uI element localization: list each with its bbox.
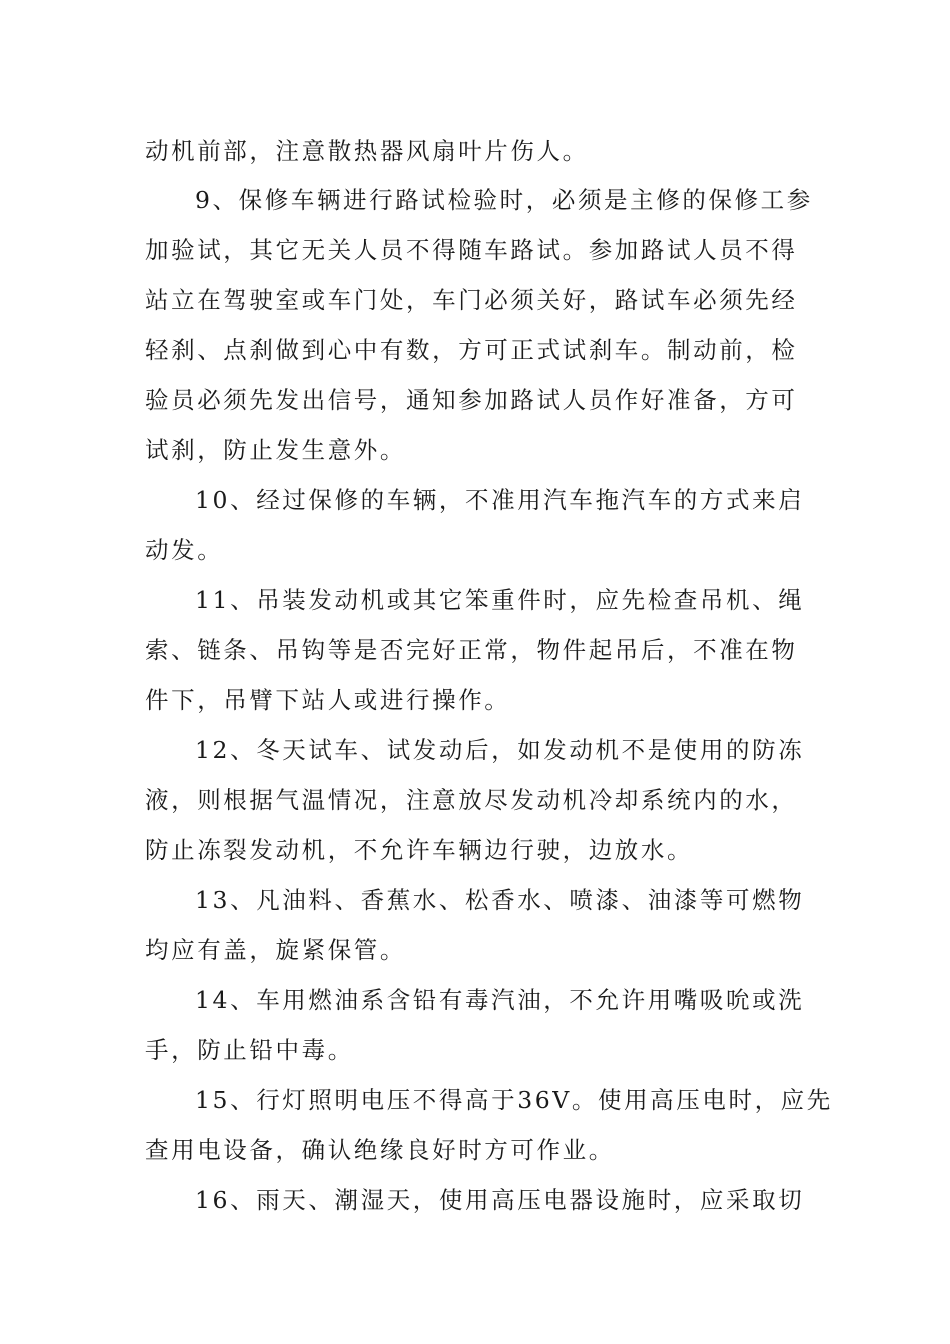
- paragraph-13-start: 13、凡油料、香蕉水、松香水、喷漆、油漆等可燃物: [195, 886, 805, 914]
- paragraph-12-start: 12、冬天试车、试发动后，如发动机不是使用的防冻: [195, 736, 805, 764]
- paragraph-14-start: 14、车用燃油系含铅有毒汽油，不允许用嘴吸吮或洗: [195, 986, 805, 1014]
- text-line: 液，则根据气温情况，注意放尽发动机冷却系统内的水，: [145, 786, 798, 814]
- text-line: 轻刹、点刹做到心中有数，方可正式试刹车。制动前，检: [145, 336, 798, 364]
- text-line: 防止冻裂发动机，不允许车辆边行驶，边放水。: [145, 836, 694, 864]
- paragraph-10-start: 10、经过保修的车辆，不准用汽车拖汽车的方式来启: [195, 486, 805, 514]
- text-line: 索、链条、吊钩等是否完好正常，物件起吊后，不准在物: [145, 636, 798, 664]
- text-line: 验员必须先发出信号，通知参加路试人员作好准备，方可: [145, 386, 798, 414]
- text-line: 均应有盖，旋紧保管。: [145, 936, 406, 964]
- text-line: 动发。: [145, 536, 224, 564]
- paragraph-9-start: 9、保修车辆进行路试检验时，必须是主修的保修工参: [195, 186, 813, 214]
- text-line: 试刹，防止发生意外。: [145, 436, 406, 464]
- text-line: 手，防止铅中毒。: [145, 1036, 354, 1064]
- paragraph-11-start: 11、吊装发动机或其它笨重件时，应先检查吊机、绳: [195, 586, 805, 614]
- text-line: 件下，吊臂下站人或进行操作。: [145, 686, 511, 714]
- paragraph-16-start: 16、雨天、潮湿天，使用高压电器设施时，应采取切: [195, 1186, 805, 1214]
- text-line: 动机前部，注意散热器风扇叶片伤人。: [145, 137, 589, 165]
- text-line: 查用电设备，确认绝缘良好时方可作业。: [145, 1136, 615, 1164]
- text-line: 站立在驾驶室或车门处，车门必须关好，路试车必须先经: [145, 286, 798, 314]
- text-line: 加验试，其它无关人员不得随车路试。参加路试人员不得: [145, 236, 798, 264]
- paragraph-15-start: 15、行灯照明电压不得高于36V。使用高压电时，应先: [195, 1086, 833, 1114]
